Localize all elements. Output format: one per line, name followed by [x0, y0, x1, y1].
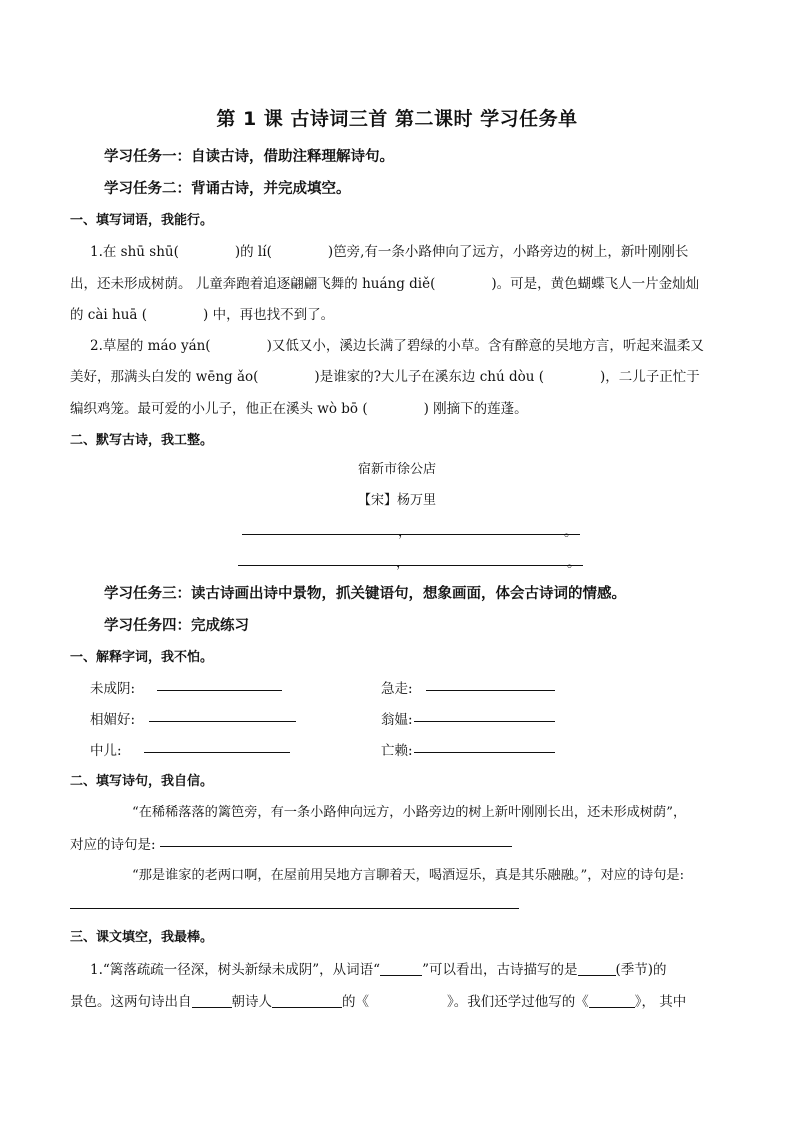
p2-line-1: 2.草屋的 máo yán( )又低又小，溪边长满了碧绿的小草。含有醉意的吴地方言，听起来温柔又 [90, 338, 704, 354]
term-wu-lai-line[interactable] [414, 752, 555, 753]
poem-title: 宿新市徐公店 [357, 462, 436, 477]
task-one: 学习任务一：自读古诗，借助注释理解诗句。 [104, 149, 394, 165]
term-wei-cheng-yin-line[interactable] [157, 690, 282, 691]
question-2-answer-line[interactable] [70, 908, 519, 909]
question-1-text: “在稀稀落落的篱笆旁，有一条小路伸向远方，小路旁边的树上新叶刚刚长出，还未形成树荫”， [132, 805, 687, 820]
task-four: 学习任务四：完成练习 [104, 618, 249, 634]
term-weng-ao: 翁媪: [381, 712, 413, 728]
term-wu-lai: 亡赖: [381, 743, 413, 759]
term-ji-zou: 急走: [381, 681, 413, 697]
term-xiang-mei-hao: 相媚好: [90, 712, 136, 728]
question-1-label: 对应的诗句是: [70, 837, 156, 853]
dictation-comma-1: ， [398, 524, 412, 540]
task-two: 学习任务二：背诵古诗，并完成填空。 [104, 181, 351, 197]
dictation-period-1: 。 [564, 524, 578, 540]
question-2-text: “那是谁家的老两口啊，在屋前用吴地方言聊着天，喝酒逗乐，真是其乐融融。”，对应的诗句是: [132, 868, 685, 883]
dictation-line-2[interactable] [238, 565, 583, 566]
p2-line-3: 编织鸡笼。最可爱的小儿子，他正在溪头 wò bō ( ) 刚摘下的莲蓬。 [70, 401, 528, 417]
section-fill-words-heading: 一、填写词语，我能行。 [70, 213, 214, 228]
p2-line-2: 美好，那满头白发的 wēng ǎo( )是谁家的?大儿子在溪东边 chú dòu ( )，二儿子正忙于 [70, 369, 700, 385]
cloze-blank-dynasty[interactable] [192, 993, 232, 1008]
section-fill-verses-heading: 二、填写诗句，我自信。 [70, 774, 214, 789]
cloze-line-2: 景色。这两句诗出自 朝诗人 的《 》。我们还学过他写的《 》， 其中 [70, 994, 687, 1010]
poem-author: 【宋】杨万里 [357, 493, 436, 508]
p1-line-1: 1.在 shū shū( )的 lí( )笆旁,有一条小路伸向了远方，小路旁边的树上，新叶刚刚长 [90, 244, 689, 260]
section-explain-words-heading: 一、解释字词，我不怕。 [70, 650, 214, 665]
section-text-fill-heading: 三、课文填空，我最棒。 [70, 930, 214, 945]
page-title: 第 1 课 古诗词三首 第二课时 学习任务单 [216, 108, 578, 130]
dictation-comma-2: ， [396, 555, 410, 571]
term-weng-ao-line[interactable] [414, 721, 555, 722]
cloze-blank-other-poem[interactable] [589, 993, 635, 1008]
term-ji-zou-line[interactable] [426, 690, 555, 691]
term-zhong-er-line[interactable] [144, 752, 290, 753]
term-xiang-mei-hao-line[interactable] [149, 721, 296, 722]
term-wei-cheng-yin: 未成阴: [90, 681, 136, 697]
term-zhong-er: 中儿: [90, 743, 122, 759]
section-dictation-heading: 二、默写古诗，我工整。 [70, 433, 214, 448]
p1-line-3: 的 cài huā ( ) 中，再也找不到了。 [70, 307, 335, 323]
cloze-blank-poet[interactable] [272, 993, 342, 1008]
task-three: 学习任务三：读古诗画出诗中景物，抓关键语句，想象画面，体会古诗词的情感。 [104, 586, 626, 602]
cloze-blank-word[interactable] [380, 961, 422, 976]
cloze-line-1: 1.“篱落疏疏一径深，树头新绿未成阴”，从词语“ ”可以看出，古诗描写的是 (季节)的 [90, 962, 667, 978]
cloze-blank-season[interactable] [578, 961, 616, 976]
dictation-period-2: 。 [567, 555, 581, 571]
question-1-answer-line[interactable] [160, 846, 512, 847]
p1-line-2: 出，还未形成树荫。 儿童奔跑着追逐翩翩飞舞的 huáng diě( )。可是，黄色蝴蝶飞人一片金灿灿 [70, 276, 700, 292]
